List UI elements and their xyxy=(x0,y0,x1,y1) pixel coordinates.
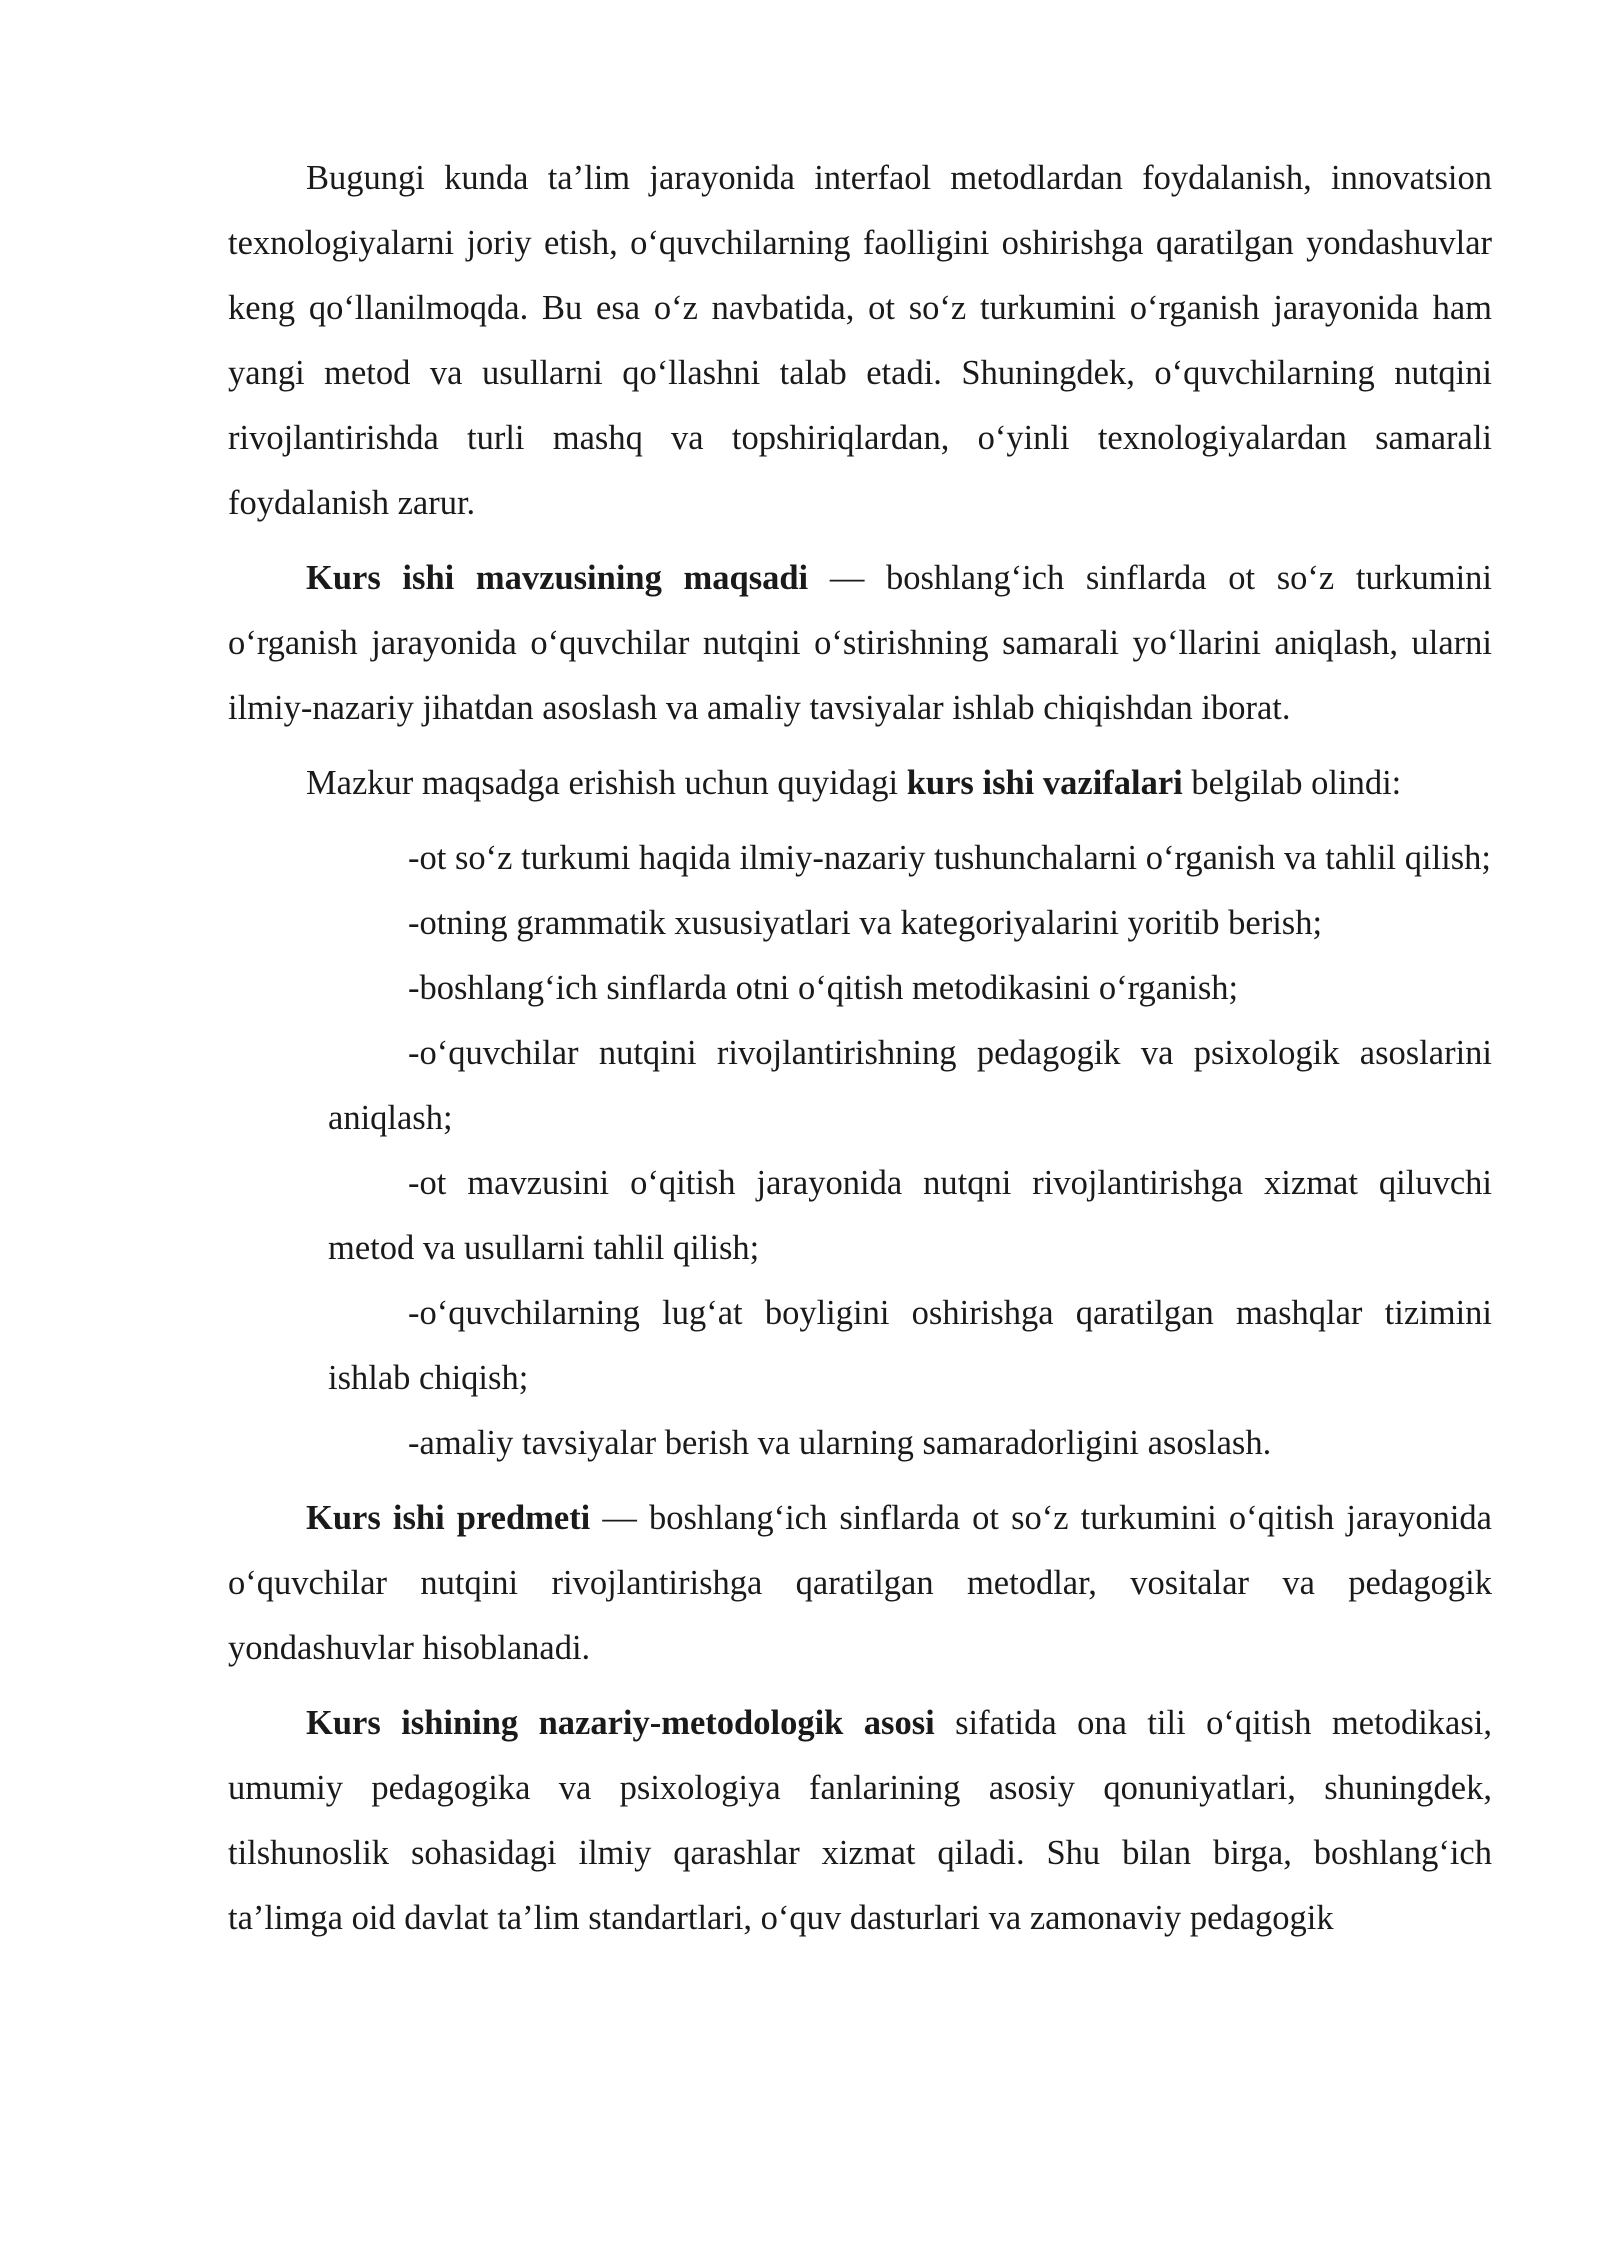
tasks-intro-end: belgilab olindi: xyxy=(1182,764,1402,802)
methodology-text: sifatida ona tili o‘qitish metodikasi, umumiy pedagogika va psixologiya fanlarining asosiy qonuniyatlari, shuningdek, tilshunoslik sohasidagi ilmiy qarashlar xizmat qiladi. Shu bilan birga, boshlang‘ich ta’limga oid davlat ta’lim standartlari, o‘quv dasturlari va zamonaviy pedagogik xyxy=(228,1704,1492,1937)
purpose-heading: Kurs ishi mavzusining maqsadi xyxy=(306,559,809,597)
task-item-7 xyxy=(328,1411,1492,1476)
task-item-1-text: ot so‘z turkumi haqida ilmiy-nazariy tushunchalarni o‘rganish va tahlil qilish; xyxy=(419,839,1492,877)
task-item-6-text: o‘quvchilarning lug‘at boyligini oshirishga qaratilgan mashqlar tizimini ishlab chiqish; xyxy=(328,1294,1492,1397)
task-item-5 xyxy=(328,1151,1492,1281)
document-page xyxy=(228,146,1492,1961)
task-item-4-text: o‘quvchilar nutqini rivojlantirishning pedagogik va psixologik asoslarini aniqlash; xyxy=(328,1034,1492,1137)
subject-heading: Kurs ishi predmeti xyxy=(306,1499,591,1537)
task-item-2 xyxy=(328,891,1492,956)
tasks-intro-start: Mazkur maqsadga erishish uchun quyidagi xyxy=(306,764,907,802)
paragraph-introduction xyxy=(228,146,1492,536)
paragraph-introduction-text: Bugungi kunda ta’lim jarayonida interfaol metodlardan foydalanish, innovatsion texnologiyalarni joriy etish, o‘quvchilarning faolligini oshirishga qaratilgan yondashuvlar keng qo‘llanilmoqda. Bu esa o‘z navbatida, ot so‘z turkumini o‘rganish jarayonida ham yangi metod va usullarni qo‘llashni talab etadi. Shuningdek, o‘quvchilarning nutqini rivojlantirishda turli mashq va topshiriqlardan, o‘yinli texnologiyalardan samarali foydalanish zarur. xyxy=(228,159,1492,522)
paragraph-subject xyxy=(228,1486,1492,1681)
dash-bullet: - xyxy=(408,1294,420,1332)
task-item-5-text: ot mavzusini o‘qitish jarayonida nutqni rivojlantirishga xizmat qiluvchi metod va usullarni tahlil qilish; xyxy=(328,1164,1492,1267)
task-item-3-text: boshlang‘ich sinflarda otni o‘qitish metodikasini o‘rganish; xyxy=(419,969,1239,1007)
task-item-2-text: otning grammatik xususiyatlari va kategoriyalarini yoritib berish; xyxy=(419,904,1323,942)
task-item-4 xyxy=(328,1021,1492,1151)
task-item-1 xyxy=(328,826,1492,891)
paragraph-methodology xyxy=(228,1691,1492,1951)
task-item-7-text: amaliy tavsiyalar berish va ularning samaradorligini asoslash. xyxy=(419,1424,1272,1462)
task-item-6 xyxy=(328,1281,1492,1411)
methodology-heading: Kurs ishining nazariy-metodologik asosi xyxy=(306,1704,935,1742)
purpose-text: — boshlang‘ich sinflarda ot so‘z turkumini o‘rganish jarayonida o‘quvchilar nutqini o‘stirishning samarali yo‘llarini aniqlash, ularni ilmiy-nazariy jihatdan asoslash va amaliy tavsiyalar ishlab chiqishdan iborat. xyxy=(228,559,1492,727)
subject-text: — boshlang‘ich sinflarda ot so‘z turkumini o‘qitish jarayonida o‘quvchilar nutqini rivojlantirishga qaratilgan metodlar, vositalar va pedagogik yondashuvlar hisoblanadi. xyxy=(228,1499,1492,1667)
paragraph-tasks-intro xyxy=(228,751,1492,816)
tasks-heading: kurs ishi vazifalari xyxy=(906,764,1183,802)
dash-bullet: - xyxy=(408,1034,420,1072)
paragraph-purpose xyxy=(228,546,1492,741)
dash-bullet: - xyxy=(408,1164,420,1202)
dash-bullet: - xyxy=(408,969,420,1007)
dash-bullet: - xyxy=(408,904,420,942)
task-list xyxy=(328,826,1492,1476)
dash-bullet: - xyxy=(408,1424,420,1462)
dash-bullet: - xyxy=(408,839,420,877)
task-item-3 xyxy=(328,956,1492,1021)
